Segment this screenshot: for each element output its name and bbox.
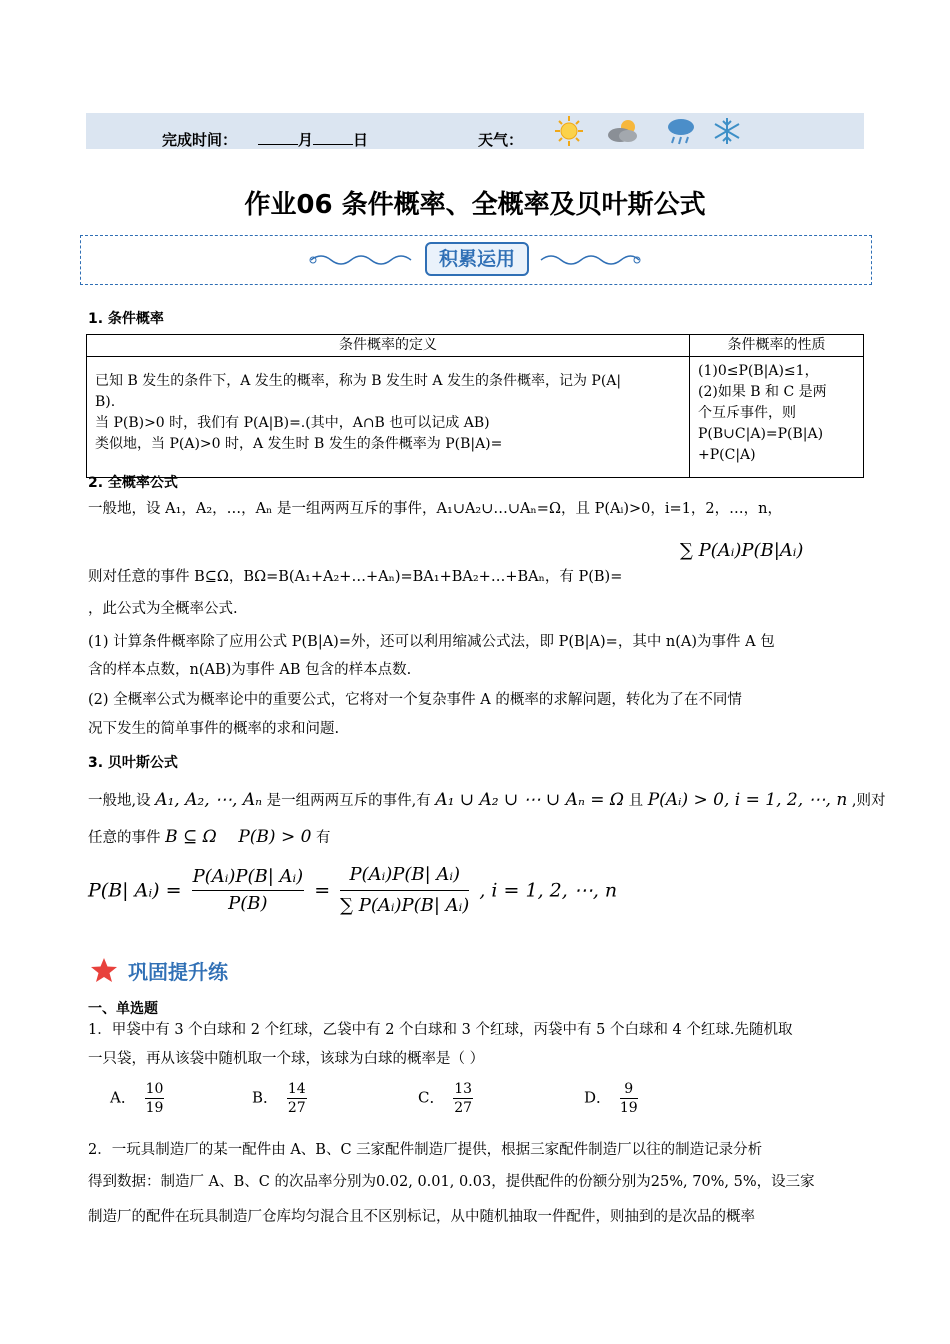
fraction-denominator: 27	[287, 1100, 306, 1116]
total-prob-line2: 则对任意的事件 B⊆Ω，BΩ=B(A₁+A₂+…+Aₙ)=BA₁+BA₂+…+BAₙ，有 P(B)=	[88, 569, 623, 585]
bayes-text: 有	[316, 830, 331, 846]
q1-line1: 1．甲袋中有 3 个白球和 2 个红球，乙袋中有 2 个白球和 3 个红球，丙袋中有 5 个白球和 4 个红球.先随机取	[88, 1022, 793, 1038]
bayes-text: 是一组两两互斥的事件,有	[266, 793, 431, 809]
fraction-denominator: 27	[454, 1100, 473, 1116]
q2-text: ，提供配件的份额分别为	[491, 1174, 651, 1190]
option-b[interactable]	[252, 1080, 311, 1117]
property-line: (1)0≤P(B|A)≤1，	[698, 363, 819, 379]
table-header-definition: 条件概率的定义	[87, 335, 690, 357]
option-label: C．	[418, 1088, 445, 1107]
option-fraction	[453, 1080, 473, 1117]
fraction-numerator: 13	[454, 1081, 473, 1097]
fraction-denominator: 19	[619, 1100, 638, 1116]
option-d[interactable]	[584, 1080, 642, 1117]
wave-decoration-right	[533, 250, 643, 270]
option-fraction	[287, 1080, 307, 1117]
day-blank	[313, 130, 353, 145]
definition-line: 类似地，当 P(A)>0 时，A 发生时 B 发生的条件概率为 P(B|A)=	[95, 436, 503, 452]
month-label: 月	[298, 131, 314, 149]
q2-line3: 制造厂的配件在玩具制造厂仓库均匀混合且不区别标记，从中随机抽取一件配件，则抽到的是次品的概率	[88, 1209, 755, 1225]
section2-heading: 2. 全概率公式	[88, 475, 178, 491]
wave-decoration-left	[309, 250, 419, 270]
q2-line1: 2．一玩具制造厂的某一配件由 A、B、C 三家配件制造厂提供，根据三家配件制造厂以往的制造记录分析	[88, 1142, 763, 1158]
q1-line2: 一只袋，再从该袋中随机取一个球，该球为白球的概率是（ ）	[88, 1051, 485, 1067]
single-choice-heading: 一、单选题	[88, 1001, 158, 1017]
banner-label: 积累运用	[425, 242, 529, 276]
note2-line2: 况下发生的简单事件的概率的求和问题.	[88, 721, 340, 737]
fraction-numerator: 10	[145, 1081, 164, 1097]
property-line: +P(C|A)	[698, 447, 756, 463]
page-title: 作业06 条件概率、全概率及贝叶斯公式	[244, 190, 706, 220]
section1-heading: 1. 条件概率	[88, 311, 164, 327]
q2-formula: 25%, 70%, 5%	[650, 1174, 757, 1190]
star-icon	[90, 957, 118, 983]
option-label: A．	[110, 1088, 136, 1107]
property-line: (2)如果 B 和 C 是两	[698, 384, 827, 400]
bayes-fraction-2	[340, 860, 469, 921]
section3-heading: 3. 贝叶斯公式	[88, 755, 178, 771]
bayes-line2	[88, 825, 331, 850]
fraction-numerator: P(Aᵢ)P(B| Aᵢ)	[340, 860, 469, 891]
conditional-probability-table	[86, 334, 864, 478]
weather-label: 天气：	[478, 131, 524, 149]
section-banner	[80, 235, 872, 285]
definition-cell	[87, 357, 690, 478]
snowflake-icon	[712, 116, 742, 146]
month-blank	[258, 130, 298, 145]
fraction-denominator: 19	[145, 1100, 164, 1116]
total-prob-line1: 一般地，设 A₁，A₂，…，Aₙ 是一组两两互斥的事件，A₁∪A₂∪…∪Aₙ=Ω，且 P(Aᵢ)>0，i=1，2，…，n，	[88, 501, 782, 517]
q2-text: 得到数据：制造厂 A、B、C 的次品率分别为	[88, 1174, 376, 1190]
note2-line1: (2) 全概率公式为概率论中的重要公式，它将对一个复杂事件 A 的概率的求解问题，转化为了在不同情	[88, 692, 742, 708]
option-c[interactable]	[418, 1080, 477, 1117]
option-label: B．	[252, 1088, 279, 1107]
property-cell	[690, 357, 864, 478]
bayes-formula: A₁ ∪ A₂ ∪ ⋯ ∪ Aₙ = Ω	[435, 790, 624, 810]
header-bar	[86, 113, 864, 149]
bayes-lhs: P(B| Aᵢ) =	[88, 879, 182, 902]
sun-icon	[554, 115, 584, 147]
bayes-formula: B ⊆ Ω P(B) > 0	[165, 827, 312, 847]
option-label: D．	[584, 1088, 612, 1107]
table-header-property: 条件概率的性质	[690, 335, 864, 357]
total-prob-line3: ，此公式为全概率公式.	[88, 601, 238, 617]
property-line: P(B∪C|A)=P(B|A)	[698, 426, 824, 442]
bayes-tail: , i = 1, 2, ⋯, n	[479, 879, 618, 902]
fraction-numerator: P(Aᵢ)P(B| Aᵢ)	[192, 864, 305, 891]
bayes-text: 且	[628, 793, 644, 809]
definition-line: 已知 B 发生的条件下，A 发生的概率，称为 B 发生时 A 发生的条件概率，记为 P(A|	[95, 373, 622, 389]
note1-line2: 含的样本点数，n(AB)为事件 AB 包含的样本点数.	[88, 662, 412, 678]
practice-heading: 巩固提升练	[128, 960, 228, 984]
bayes-formula: P(Aᵢ) > 0, i = 1, 2, ⋯, n	[647, 790, 848, 810]
option-a[interactable]	[110, 1080, 168, 1117]
bayes-text: 任意的事件	[88, 830, 161, 846]
option-fraction	[620, 1080, 638, 1117]
rain-icon	[666, 116, 696, 146]
bayes-text: 一般地,设	[88, 793, 151, 809]
partly-cloudy-icon	[606, 117, 642, 145]
day-label: 日	[353, 131, 369, 149]
fraction-numerator: 9	[620, 1080, 638, 1099]
bayes-line1	[88, 788, 886, 813]
fraction-numerator: 14	[287, 1081, 306, 1097]
property-line: 个互斥事件，则	[698, 405, 796, 421]
total-prob-sum-formula: ∑ P(Aᵢ)P(B|Aᵢ)	[680, 540, 804, 561]
time-label: 完成时间：	[162, 131, 238, 149]
bayes-text: ,则对	[851, 793, 886, 809]
definition-line: 当 P(B)>0 时，我们有 P(A|B)=.(其中，A∩B 也可以记成 AB)	[95, 415, 490, 431]
fraction-denominator: P(B)	[228, 893, 268, 914]
bayes-eq: =	[314, 879, 331, 902]
bayes-formula: A₁, A₂, ⋯, Aₙ	[155, 790, 262, 810]
bayes-main-formula	[88, 860, 617, 921]
fraction-denominator: ∑ P(Aᵢ)P(B| Aᵢ)	[340, 895, 470, 916]
note1-line1: (1) 计算条件概率除了应用公式 P(B|A)=外，还可以利用缩减公式法，即 P(B|A)=，其中 n(A)为事件 A 包	[88, 634, 775, 650]
bayes-fraction-1	[192, 864, 305, 917]
definition-line: B).	[95, 394, 116, 410]
q2-line2	[88, 1170, 815, 1194]
date-blanks	[258, 129, 368, 150]
option-fraction	[145, 1080, 165, 1117]
q2-text: ，设三家	[756, 1174, 815, 1190]
q2-formula: 0.02, 0.01, 0.03	[375, 1174, 492, 1190]
